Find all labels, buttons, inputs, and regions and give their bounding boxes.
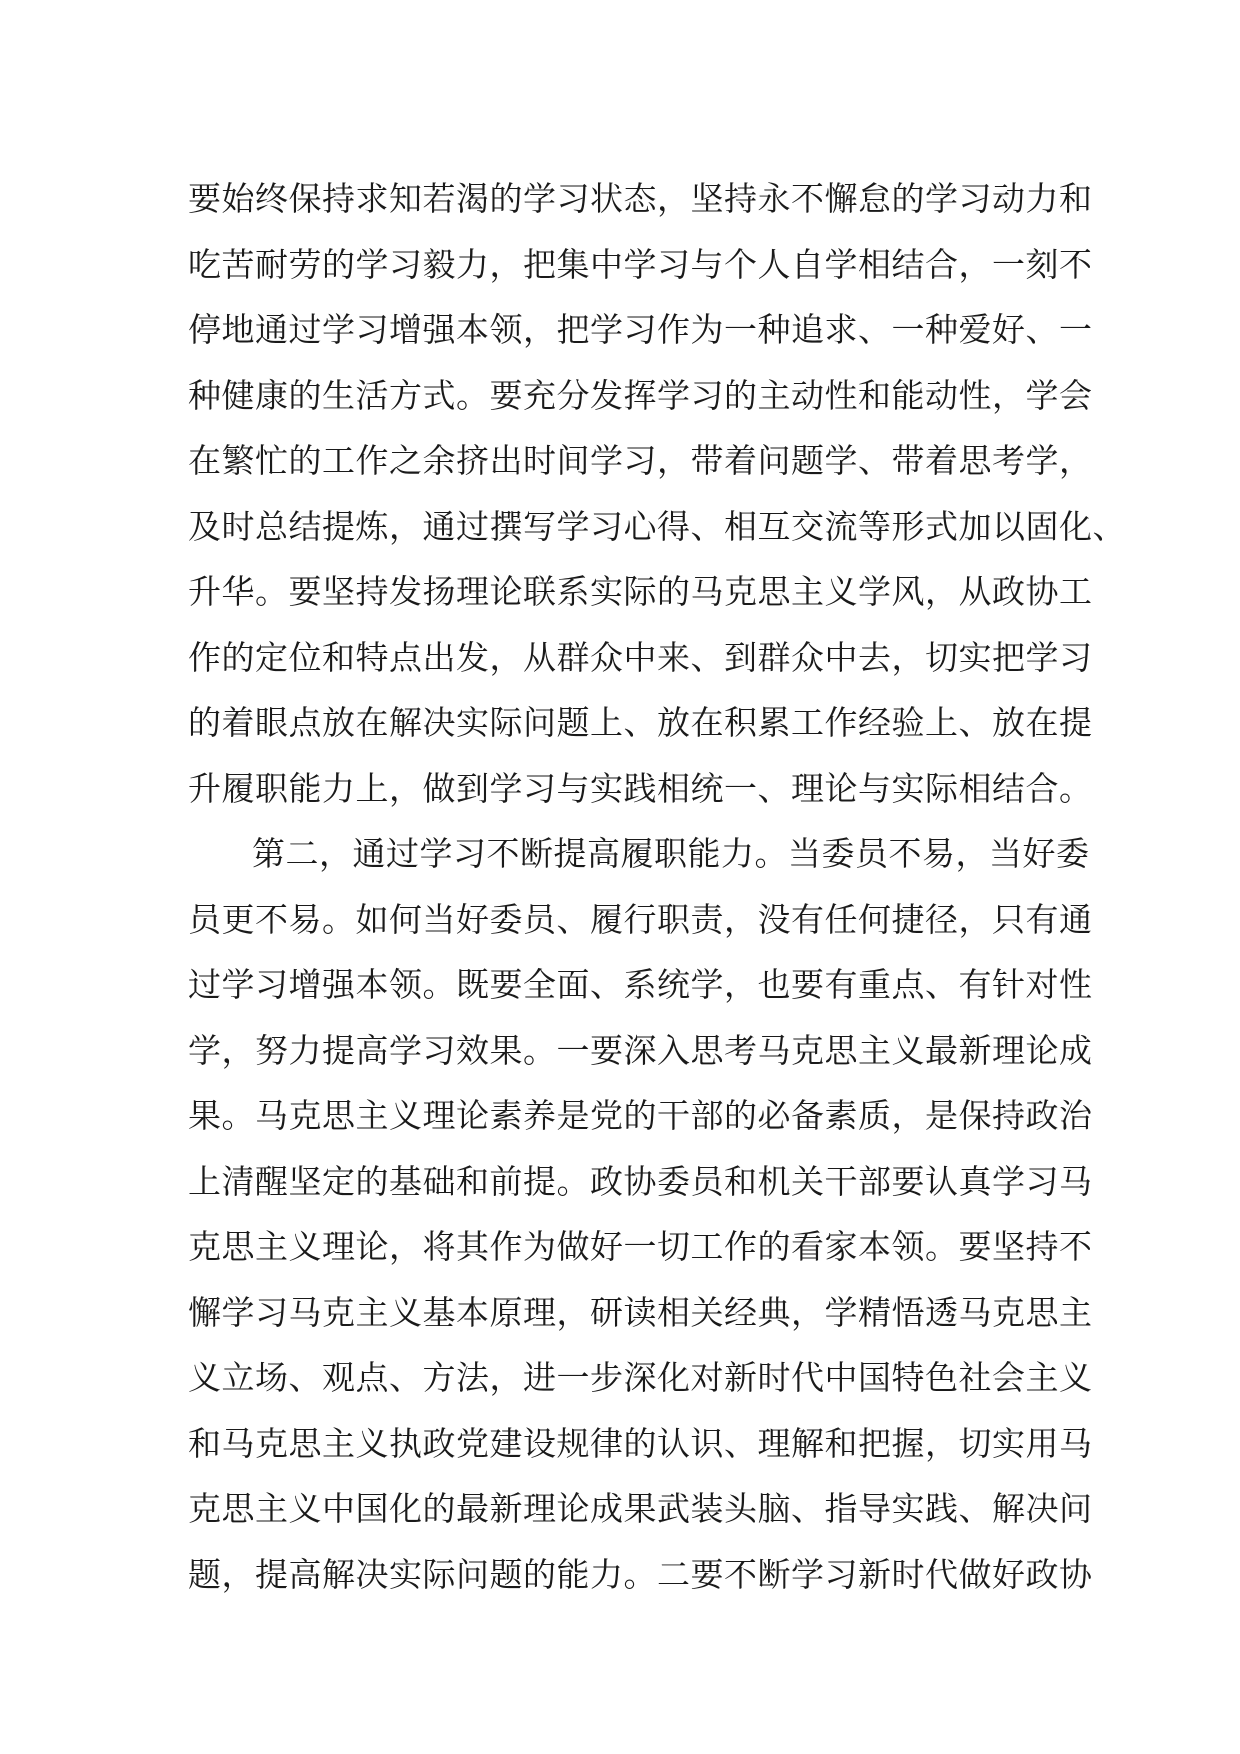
text-line: 升华。要坚持发扬理论联系实际的马克思主义学风，从政协工 (188, 572, 1093, 611)
text-line: 学，努力提高学习效果。一要深入思考马克思主义最新理论成 (188, 1030, 1093, 1070)
text-line: 及时总结提炼，通过撰写学习心得、相互交流等形式加以固化、 (188, 506, 1126, 546)
text-line: 和马克思主义执政党建设规律的认识、理解和把握，切实用马 (188, 1423, 1093, 1463)
body-text (188, 166, 1126, 1607)
text-line: 克思主义理论，将其作为做好一切工作的看家本领。要坚持不 (188, 1227, 1093, 1266)
text-line: 懈学习马克主义基本原理，研读相关经典，学精悟透马克思主 (188, 1292, 1093, 1332)
text-line: 过学习增强本领。既要全面、系统学，也要有重点、有针对性 (188, 965, 1093, 1004)
text-line: 员更不易。如何当好委员、履行职责，没有任何捷径，只有通 (188, 899, 1093, 939)
text-line: 停地通过学习增强本领，把学习作为一种追求、一种爱好、一 (188, 310, 1093, 349)
text-line: 克思主义中国化的最新理论成果武装头脑、指导实践、解决问 (188, 1489, 1093, 1528)
text-line: 要始终保持求知若渴的学习状态，坚持永不懈怠的学习动力和 (188, 179, 1093, 218)
text-line: 果。马克思主义理论素养是党的干部的必备素质，是保持政治 (188, 1096, 1093, 1135)
text-line: 升履职能力上，做到学习与实践相统一、理论与实际相结合。 (188, 768, 1093, 808)
text-line: 的着眼点放在解决实际问题上、放在积累工作经验上、放在提 (188, 703, 1093, 742)
text-line: 上清醒坚定的基础和前提。政协委员和机关干部要认真学习马 (188, 1161, 1093, 1201)
text-line: 义立场、观点、方法，进一步深化对新时代中国特色社会主义 (188, 1358, 1093, 1397)
text-line: 种健康的生活方式。要充分发挥学习的主动性和能动性，学会 (188, 375, 1093, 415)
paragraph-start-line: 第二，通过学习不断提高履职能力。当委员不易，当好委 (252, 834, 1090, 873)
text-line: 吃苦耐劳的学习毅力，把集中学习与个人自学相结合，一刻不 (188, 244, 1093, 284)
text-line: 在繁忙的工作之余挤出时间学习，带着问题学、带着思考学， (188, 441, 1093, 480)
text-line: 题，提高解决实际问题的能力。二要不断学习新时代做好政协 (188, 1554, 1093, 1594)
text-line: 作的定位和特点出发，从群众中来、到群众中去，切实把学习 (188, 637, 1093, 677)
